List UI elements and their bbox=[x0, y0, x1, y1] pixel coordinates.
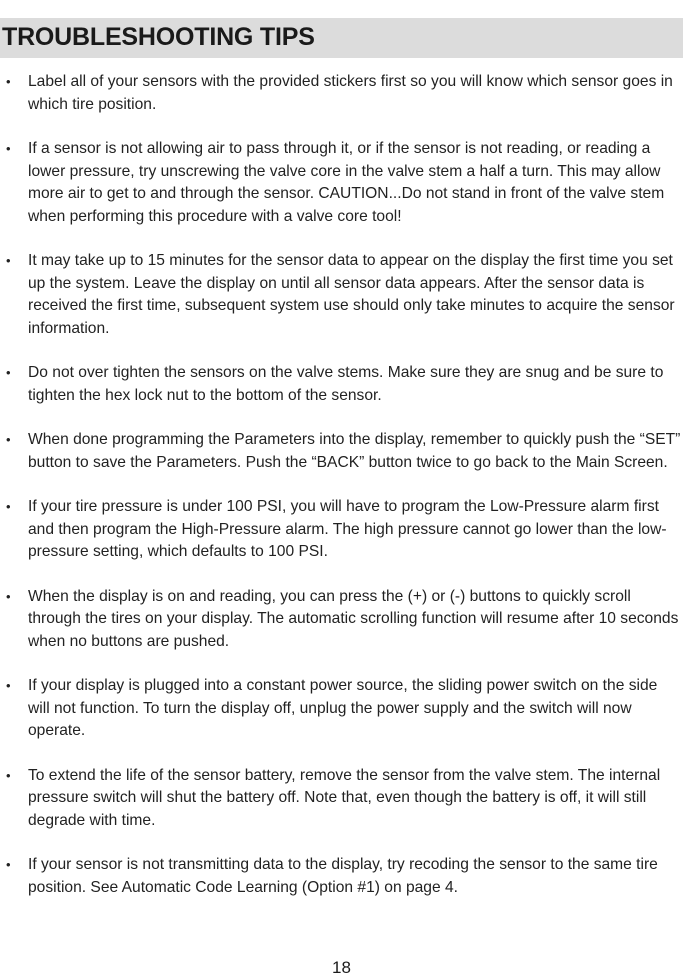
tip-text: When the display is on and reading, you can press the (+) or (-) buttons to quickly scroll through the tires on your display. The automatic scrolling function will resume after 10 seconds when no buttons are pushed. bbox=[28, 587, 679, 650]
tip-text: It may take up to 15 minutes for the sensor data to appear on the display the first time you set up the system. Leave the display on until all sensor data appears. After the sensor data is received the first time, subsequent system use should only take minutes to acquire the sensor information. bbox=[28, 252, 675, 337]
section-header-bar bbox=[0, 18, 683, 58]
bullet-icon: • bbox=[6, 253, 11, 268]
bullet-icon: • bbox=[6, 767, 11, 783]
bullet-icon: • bbox=[6, 365, 11, 380]
list-item bbox=[0, 586, 683, 654]
list-item bbox=[0, 362, 683, 407]
bullet-icon: • bbox=[6, 678, 11, 693]
bullet-icon: • bbox=[6, 141, 11, 156]
tip-text: Do not over tighten the sensors on the valve stems. Make sure they are snug and be sure to tighten the hex lock nut to the bottom of the sensor. bbox=[28, 364, 664, 404]
list-item bbox=[0, 496, 683, 564]
bullet-icon: • bbox=[6, 432, 11, 447]
tip-text: When done programming the Parameters into the display, remember to quickly push the “SET” button to save the Parameters. Push the “BACK” button twice to go back to the Main Screen. bbox=[28, 431, 681, 471]
tip-text: If your tire pressure is under 100 PSI, you will have to program the Low-Pressure alarm first and then program the High-Pressure alarm. The high pressure cannot go lower than the low-pressure setting, which defaults to 100 PSI. bbox=[28, 498, 667, 560]
tip-text: Label all of your sensors with the provided stickers first so you will know which sensor goes in which tire position. bbox=[28, 73, 673, 113]
list-item bbox=[0, 71, 683, 116]
list-item bbox=[0, 765, 683, 833]
bullet-icon: • bbox=[6, 499, 11, 514]
tip-text: If a sensor is not allowing air to pass through it, or if the sensor is not reading, or reading a lower pressure, try unscrewing the valve core in the valve stem a half a turn. This may allow more air to get to and through the sensor. CAUTION...Do not stand in front of the valve stem when performing this procedure with a valve core tool! bbox=[28, 140, 665, 225]
page-title: TROUBLESHOOTING TIPS bbox=[2, 23, 315, 51]
list-item bbox=[0, 854, 683, 899]
list-item bbox=[0, 250, 683, 340]
tip-text: If your display is plugged into a constant power source, the sliding power switch on the side will not function. To turn the display off, unplug the power supply and the switch will now operate. bbox=[28, 677, 658, 739]
tip-text: To extend the life of the sensor battery, remove the sensor from the valve stem. The internal pressure switch will shut the battery off. Note that, even though the battery is off, it will still degrade with time. bbox=[28, 766, 661, 829]
bullet-icon: • bbox=[6, 857, 11, 872]
list-item bbox=[0, 138, 683, 228]
list-item bbox=[0, 675, 683, 743]
tips-list bbox=[0, 71, 683, 921]
bullet-icon: • bbox=[6, 588, 11, 604]
tip-text: If your sensor is not transmitting data to the display, try recoding the sensor to the same tire position. See Automatic Code Learning (Option #1) on page 4. bbox=[28, 856, 658, 896]
bullet-icon: • bbox=[6, 74, 11, 89]
list-item bbox=[0, 429, 683, 474]
page-number: 18 bbox=[332, 958, 351, 977]
